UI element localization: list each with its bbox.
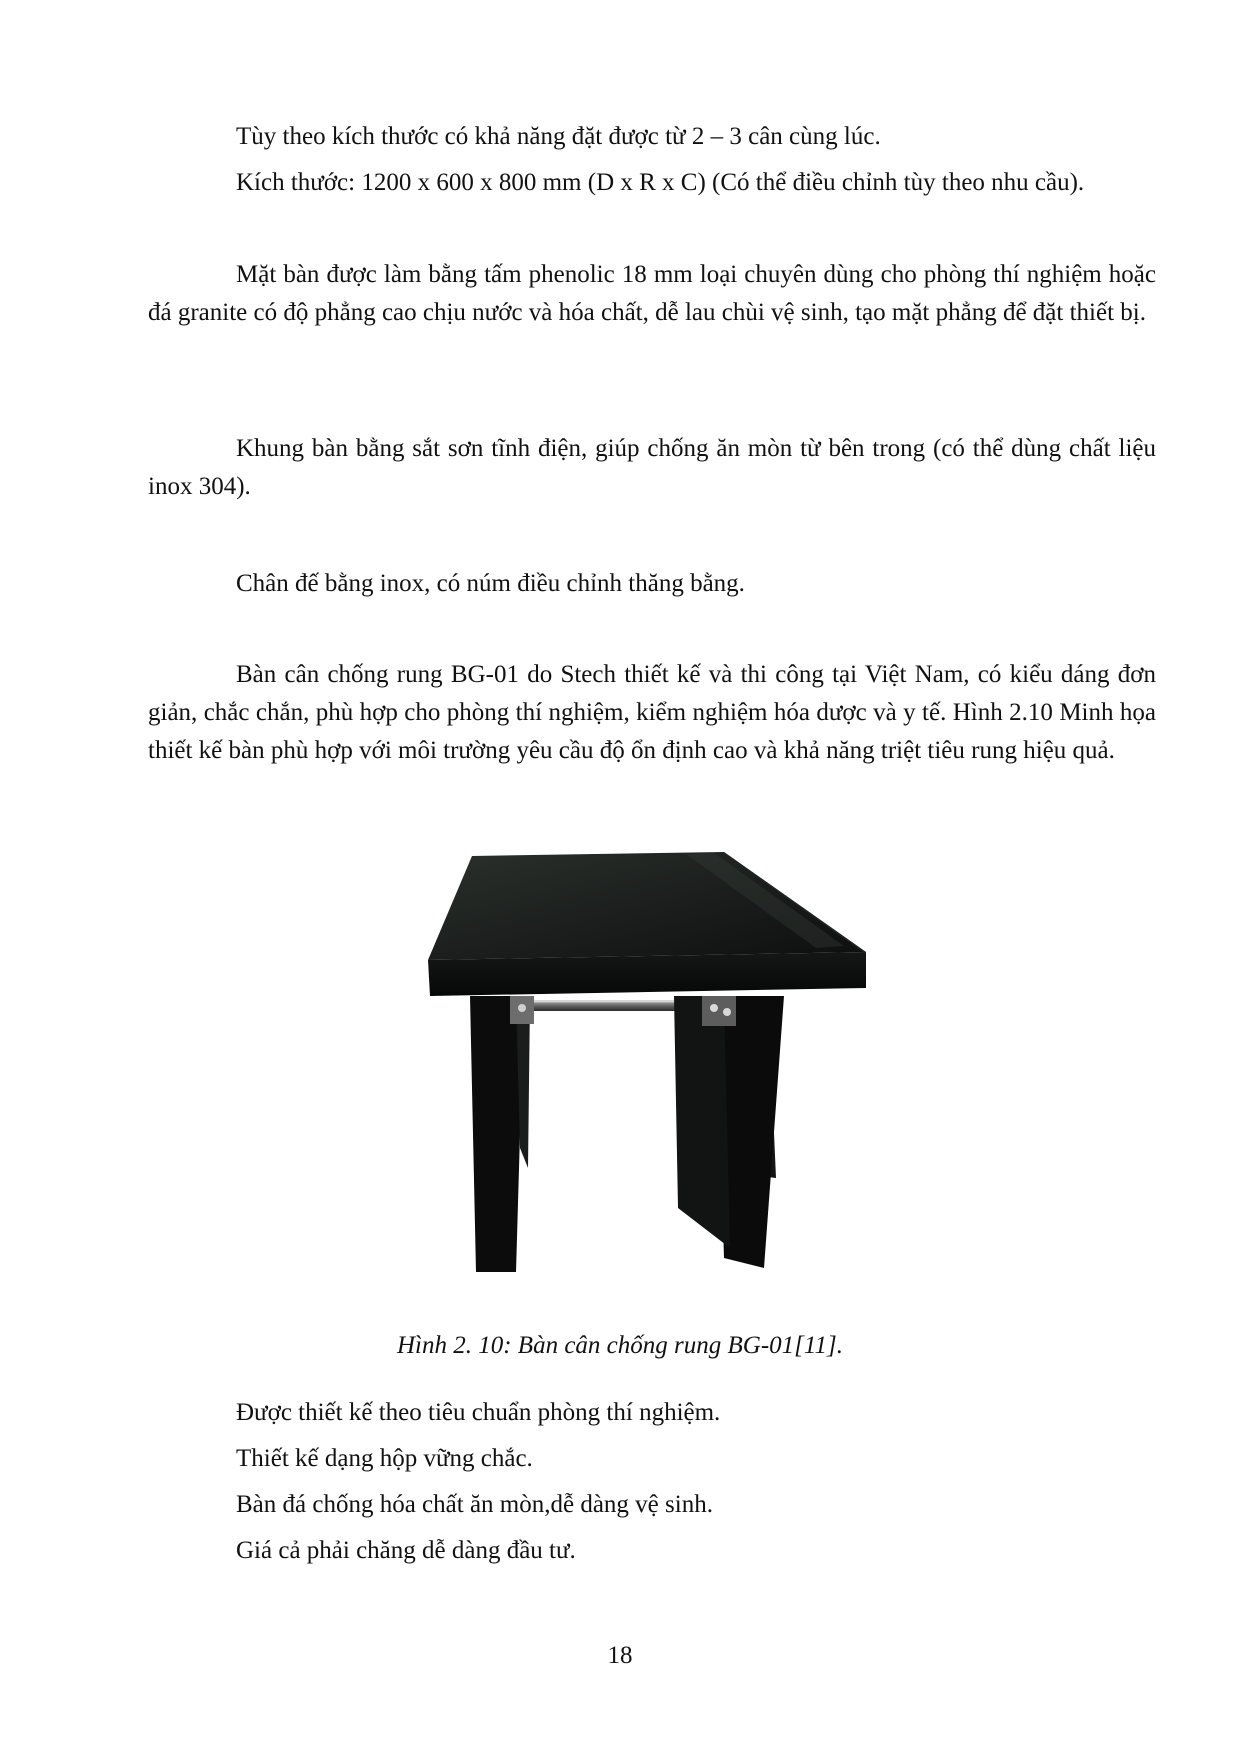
feature-item-4: Giá cả phải chăng dễ dàng đầu tư. [236, 1537, 576, 1564]
paragraph-tabletop: Mặt bàn được làm bằng tấm phenolic 18 mm loại chuyên dùng cho phòng thí nghiệm hoặc đá granite có độ phẳng cao chịu nước và hóa chất, dễ lau chùi vệ sinh, tạo mặt phẳng để đặt thiết bị. [148, 261, 1156, 326]
figure-caption: Hình 2. 10: Bàn cân chống rung BG-01[11]. [396, 1332, 844, 1359]
paragraph-feet: Chân đế bằng inox, có núm điều chỉnh thăng bằng. [236, 570, 745, 597]
paragraph-description: Bàn cân chống rung BG-01 do Stech thiết kế và thi công tại Việt Nam, có kiểu dáng đơn giản, chắc chắn, phù hợp cho phòng thí nghiệm, kiểm nghiệm hóa dược và y tế. Hình 2.10 Minh họa thiết kế bàn phù hợp với môi trường yêu cầu độ ổn định cao và khả năng triệt tiêu rung hiệu quả. [148, 661, 1156, 764]
text-line-dimensions: Kích thước: 1200 x 600 x 800 mm (D x R x C) (Có thể điều chỉnh tùy theo nhu cầu). [236, 169, 1085, 196]
feature-item-3: Bàn đá chống hóa chất ăn mòn,dễ dàng vệ sinh. [236, 1491, 713, 1518]
feature-item-1: Được thiết kế theo tiêu chuẩn phòng thí nghiệm. [236, 1399, 721, 1426]
feature-item-2: Thiết kế dạng hộp vững chắc. [236, 1445, 533, 1472]
page-number: 18 [607, 1642, 633, 1669]
text-line-capacity: Tùy theo kích thước có khả năng đặt được từ 2 – 3 cân cùng lúc. [236, 123, 881, 150]
paragraph-frame: Khung bàn bằng sắt sơn tĩnh điện, giúp chống ăn mòn từ bên trong (có thể dùng chất liệu inox 304). [148, 435, 1156, 500]
figure-table-photo [424, 848, 876, 1272]
vibration-table-image [424, 848, 876, 1272]
